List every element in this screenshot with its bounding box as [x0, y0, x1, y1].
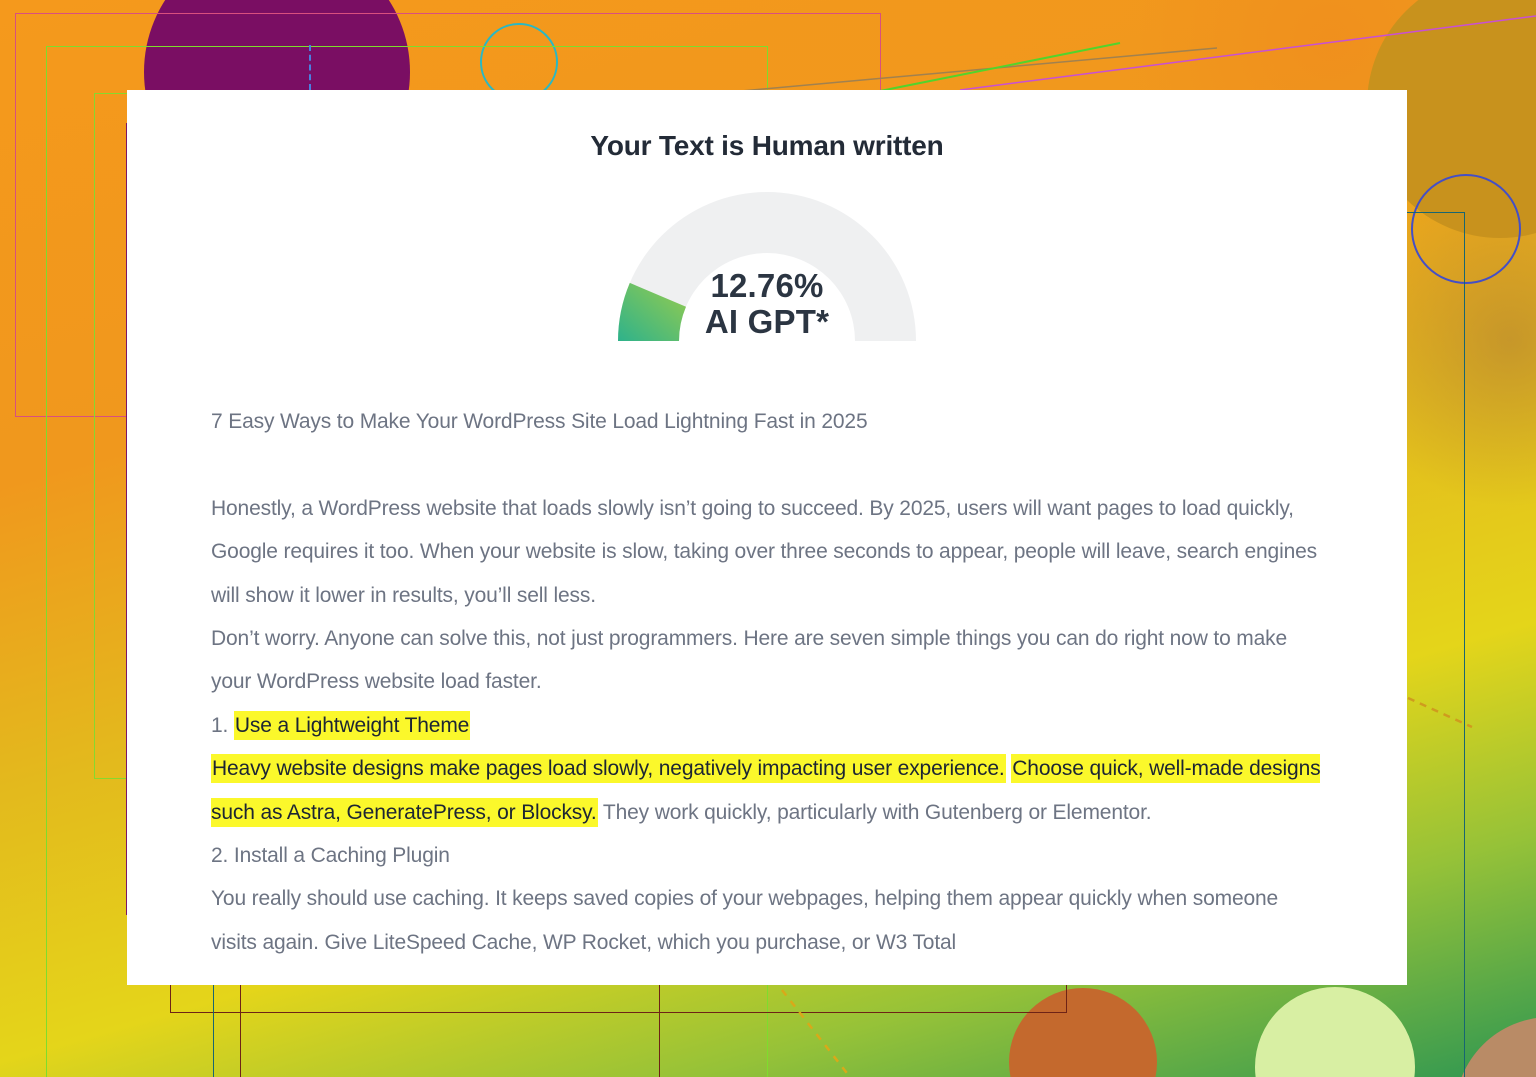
teal-rectangle-outline — [1407, 212, 1465, 1077]
body-text: Honestly, a WordPress website that loads slowly isn’t going to succeed. By 2025, users will want pages to load quickly, Google requires it too. When your website is slow, taking over three seconds to appear, people will leave, search engines will show it lower in results, you’ll sell less. — [211, 496, 1317, 607]
body-text: They work quickly, particularly with Gutenberg or Elementor. — [597, 800, 1152, 824]
gauge-value: 12.76% — [710, 267, 824, 304]
result-title: Your Text is Human written — [590, 130, 944, 161]
gauge-unit: AI GPT* — [704, 303, 830, 340]
pale-green-circle-shape — [1255, 987, 1415, 1077]
ai-percentage-gauge — [618, 192, 916, 342]
body-text: You really should use caching. It keeps saved copies of your webpages, helping them appear quickly when someone visits again. Give LiteSpeed Cache, WP Rocket, which you purchase, or W3 Total — [211, 887, 1279, 954]
document-heading: 7 Easy Ways to Make Your WordPress Site Load Lightning Fast in 2025 — [211, 410, 868, 433]
scanned-document-content — [127, 400, 1407, 964]
dashed-blue-line — [309, 45, 311, 90]
highlighted-text: Choose quick, well-made designs such as Astra, GeneratePress, or Blocksy. — [211, 754, 1320, 826]
highlighted-text: Heavy website designs make pages load slowly, negatively impacting user experience. — [211, 754, 1006, 783]
body-text: 1. — [211, 713, 234, 737]
body-text: Don’t worry. Anyone can solve this, not just programmers. Here are seven simple things you can do right now to make your WordPress website load faster. — [211, 627, 1288, 694]
tan-circle-shape — [1455, 1017, 1536, 1077]
highlighted-text: Use a Lightweight Theme — [234, 711, 470, 740]
body-text: 2. Install a Caching Plugin — [211, 844, 450, 868]
gauge-readout — [618, 268, 916, 340]
document-body — [211, 487, 1329, 964]
ai-detection-result-card — [127, 90, 1407, 985]
